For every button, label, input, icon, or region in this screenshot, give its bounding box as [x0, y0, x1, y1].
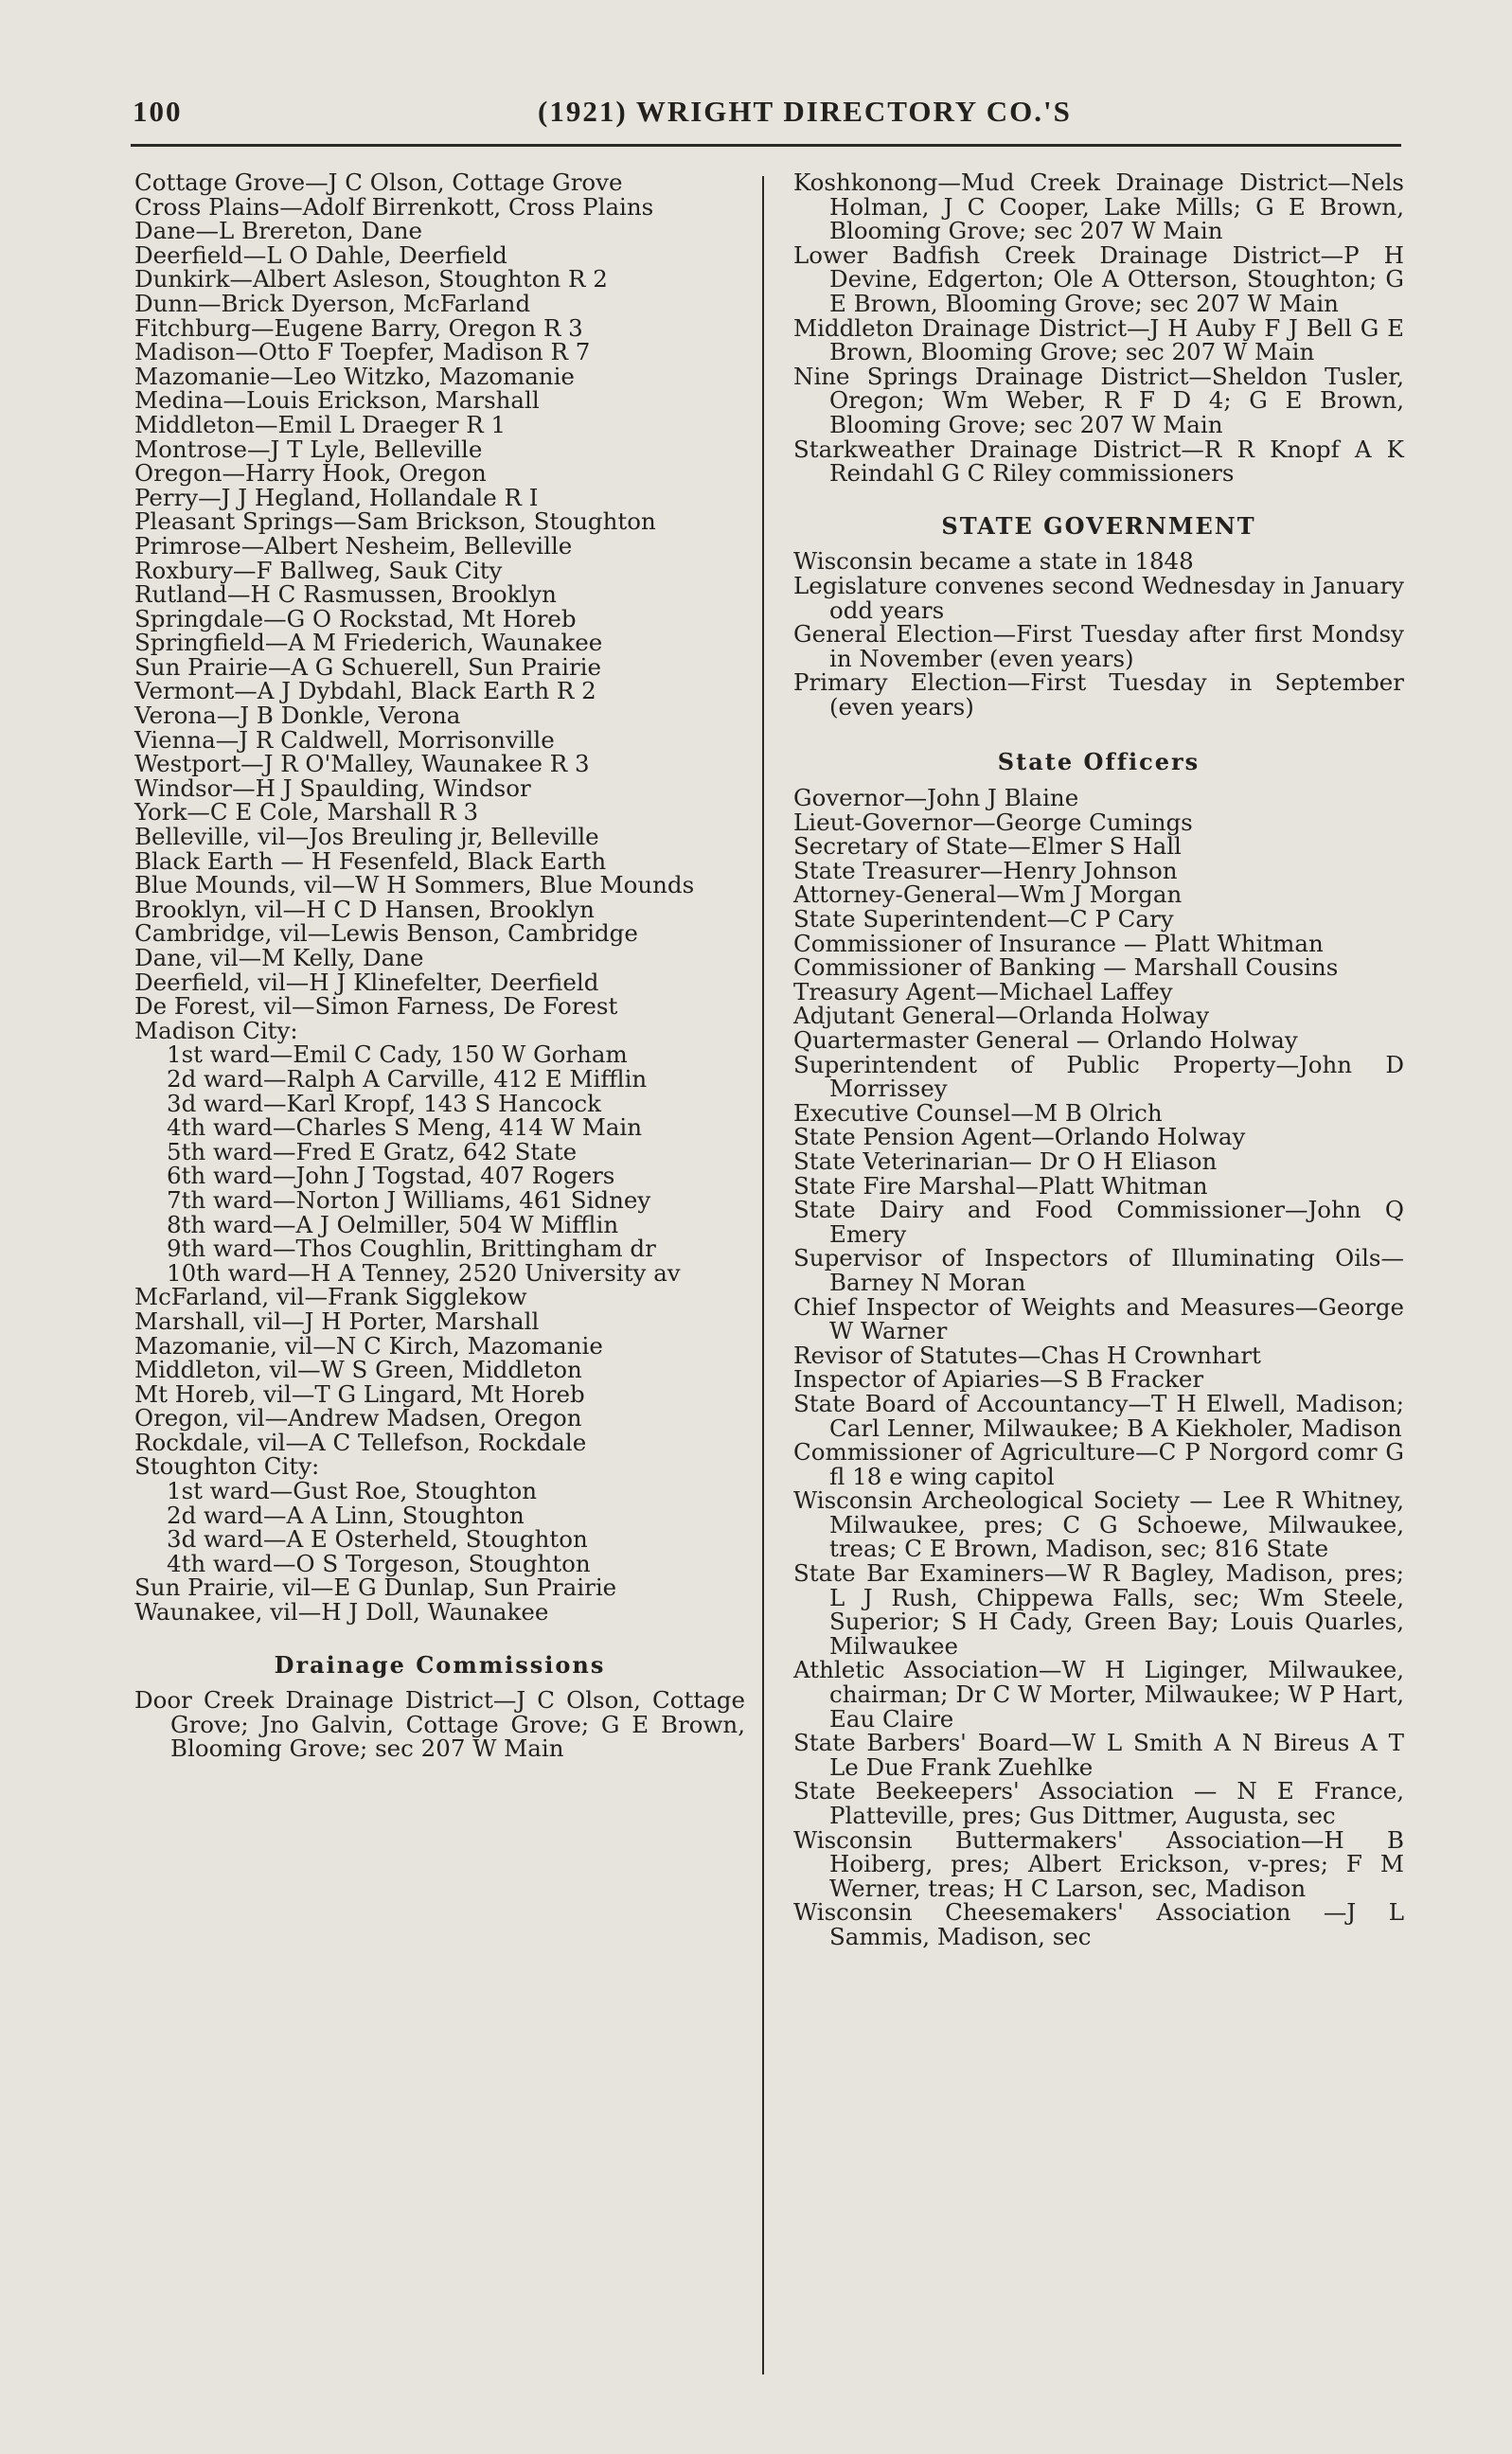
directory-entry: Sun Prairie, vil—E G Dunlap, Sun Prairie [134, 1574, 617, 1602]
ward-entry: 3d ward—Karl Kropf, 143 S Hancock [167, 1089, 601, 1117]
directory-entry: York—C E Cole, Marshall R 3 [134, 798, 479, 827]
directory-entry: McFarland, vil—Frank Sigglekow [134, 1283, 527, 1311]
ward-entry: 9th ward—Thos Coughlin, Brittingham dr [167, 1235, 656, 1263]
officer-entry: Supervisor of Inspectors of Illuminating Oils—Barney N Moran [793, 1244, 1404, 1296]
officer-entry: State Board of Accountancy—T H Elwell, Madison; Carl Lenner, Milwaukee; B A Kiekholer, Madison [793, 1389, 1404, 1442]
directory-entry: Middleton—Emil L Draeger R 1 [134, 410, 507, 438]
directory-entry: Vienna—J R Caldwell, Morrisonville [134, 725, 555, 754]
ward-entry: 7th ward—Norton J Williams, 461 Sidney [167, 1185, 651, 1214]
directory-entry: Cottage Grove—J C Olson, Cottage Grove [134, 169, 623, 196]
officer-entry: Secretary of State—Elmer S Hall [793, 832, 1182, 861]
directory-entry: Sun Prairie—A G Schuerell, Sun Prairie [134, 652, 601, 681]
directory-entry: Belleville, vil—Jos Breuling jr, Belleville [134, 823, 599, 851]
page-header [133, 95, 1401, 140]
officer-entry: Commissioner of Insurance — Platt Whitman [793, 929, 1324, 957]
ward-entry: 5th ward—Fred E Gratz, 642 State [167, 1137, 578, 1165]
officer-entry: Wisconsin Buttermakers' Association—H B Hoiberg, pres; Albert Erickson, v-pres; F M Werner, treas; H C Larson, sec, Madison [793, 1825, 1404, 1902]
right-column [793, 170, 1404, 1949]
ward-entry: 2d ward—A A Linn, Stoughton [167, 1501, 525, 1529]
ward-entry: 6th ward—John J Togstad, 407 Rogers [167, 1162, 615, 1190]
page-number: 100 [133, 95, 183, 128]
directory-entry: Dunn—Brick Dyerson, McFarland [134, 289, 531, 317]
directory-entry: Springfield—A M Friederich, Waunakee [134, 629, 603, 657]
directory-entry: Roxbury—F Ballweg, Sauk City [134, 556, 503, 584]
directory-entry: Blue Mounds, vil—W H Sommers, Blue Mounds [134, 871, 695, 899]
directory-entry: Cambridge, vil—Lewis Benson, Cambridge [134, 919, 638, 948]
directory-entry: Springdale—G O Rockstad, Mt Horeb [134, 604, 577, 632]
officer-entry: Commissioner of Agriculture—C P Norgord comr G fl 18 e wing capitol [793, 1438, 1404, 1490]
running-title: (1921) WRIGHT DIRECTORY CO.'S [538, 95, 1072, 128]
header-rule [131, 144, 1401, 147]
directory-entry: Madison—Otto F Toepfer, Madison R 7 [134, 338, 591, 366]
directory-entry: Westport—J R O'Malley, Waunakee R 3 [134, 750, 590, 778]
officer-entry: State Bar Examiners—W R Bagley, Madison, pres; L J Rush, Chippewa Falls, sec; Wm Steele, Superior; S H Cady, Green Bay; Louis Quarles, Milwaukee [793, 1559, 1404, 1660]
officer-entry: Inspector of Apiaries—S B Fracker [793, 1365, 1204, 1394]
ward-entry: 3d ward—A E Osterheld, Stoughton [167, 1525, 588, 1554]
officer-entry: State Dairy and Food Commissioner—John Q Emery [793, 1196, 1404, 1248]
directory-entry: Mt Horeb, vil—T G Lingard, Mt Horeb [134, 1379, 585, 1408]
directory-entry: Rutland—H C Rasmussen, Brooklyn [134, 580, 557, 609]
directory-entry: Mazomanie, vil—N C Kirch, Mazomanie [134, 1331, 603, 1360]
officer-entry: Lieut-Governor—George Cumings [793, 808, 1193, 836]
officer-entry: Governor—John J Blaine [793, 784, 1079, 812]
directory-entry: Deerfield, vil—H J Klinefelter, Deerfield [134, 968, 599, 996]
state-fact: Legislature convenes second Wednesday in January odd years [793, 571, 1404, 624]
ward-entry: 10th ward—H A Tenney, 2520 University av [167, 1258, 681, 1287]
directory-entry: Fitchburg—Eugene Barry, Oregon R 3 [134, 313, 583, 342]
officer-entry: State Pension Agent—Orlando Holway [793, 1123, 1246, 1151]
ward-entry: 1st ward—Gust Roe, Stoughton [167, 1477, 538, 1505]
directory-entry: Oregon—Harry Hook, Oregon [134, 459, 487, 488]
officer-entry: Athletic Association—W H Liginger, Milwaukee, chairman; Dr C W Morter, Milwaukee; W P Hart, Eau Claire [793, 1656, 1405, 1733]
officer-entry: State Veterinarian— Dr O H Eliason [793, 1147, 1218, 1175]
directory-entry: Pleasant Springs—Sam Brickson, Stoughton [134, 507, 656, 536]
drainage-entry: Door Creek Drainage District—J C Olson, Cottage Grove; Jno Galvin, Cottage Grove; G E Brown, Blooming Grove; sec 207 W Main [134, 1686, 745, 1763]
stoughton-city-label: Stoughton City: [134, 1452, 320, 1481]
state-fact: Primary Election—First Tuesday in September (even years) [793, 668, 1404, 720]
officer-entry: State Fire Marshal—Platt Whitman [793, 1171, 1208, 1200]
directory-entry: Waunakee, vil—H J Doll, Waunakee [134, 1598, 549, 1627]
left-column [134, 170, 745, 1761]
directory-entry: Vermont—A J Dybdahl, Black Earth R 2 [134, 677, 596, 705]
drainage-entry: Middleton Drainage District—J H Auby F J Bell G E Brown, Blooming Grove; sec 207 W Main [793, 313, 1404, 366]
state-fact: General Election—First Tuesday after first Mondsy in November (even years) [793, 620, 1404, 672]
madison-city-label: Madison City: [134, 1016, 298, 1044]
directory-entry: Black Earth — H Fesenfeld, Black Earth [134, 846, 607, 875]
directory-entry: Verona—J B Donkle, Verona [134, 702, 461, 730]
ward-entry: 4th ward—Charles S Meng, 414 W Main [167, 1113, 643, 1142]
drainage-entry: Starkweather Drainage District—R R Knopf A K Reindahl G C Riley commissioners [793, 435, 1404, 488]
state-officers-heading: State Officers [997, 748, 1201, 776]
directory-entry: Dane—L Brereton, Dane [134, 217, 422, 245]
directory-entry: Deerfield—L O Dahle, Deerfield [134, 240, 507, 269]
officer-entry: Superintendent of Public Property—John D Morrissey [793, 1050, 1404, 1103]
directory-entry: Perry—J J Hegland, Hollandale R I [134, 483, 539, 511]
officer-entry: Adjutant General—Orlanda Holway [793, 1002, 1210, 1030]
directory-entry: Windsor—H J Spaulding, Windsor [134, 774, 531, 802]
column-divider [762, 176, 764, 2374]
directory-entry: Marshall, vil—J H Porter, Marshall [134, 1307, 540, 1335]
drainage-entry: Lower Badfish Creek Drainage District—P H Devine, Edgerton; Ole A Otterson, Stoughton; G E Brown, Blooming Grove; sec 207 W Main [793, 240, 1404, 317]
officer-entry: Commissioner of Banking — Marshall Cousins [793, 953, 1339, 982]
officer-entry: State Beekeepers' Association — N E France, Platteville, pres; Gus Dittmer, Augusta, sec [793, 1777, 1404, 1829]
directory-entry: Mazomanie—Leo Witzko, Mazomanie [134, 362, 575, 390]
directory-entry: Oregon, vil—Andrew Madsen, Oregon [134, 1404, 582, 1432]
officer-entry: Treasury Agent—Michael Laffey [793, 977, 1173, 1005]
directory-entry: Montrose—J T Lyle, Belleville [134, 435, 483, 463]
officer-entry: Wisconsin Archeological Society — Lee R Whitney, Milwaukee, pres; C G Schoewe, Milwaukee, treas; C E Brown, Madison, sec; 816 State [793, 1486, 1404, 1563]
officer-entry: Chief Inspector of Weights and Measures—George W Warner [793, 1292, 1404, 1345]
directory-entry: Cross Plains—Adolf Birrenkott, Cross Plains [134, 192, 654, 221]
officer-entry: Quartermaster General — Orlando Holway [793, 1026, 1298, 1054]
directory-entry: Middleton, vil—W S Green, Middleton [134, 1356, 582, 1384]
drainage-commissions-heading: Drainage Commissions [274, 1650, 606, 1679]
directory-entry: Primrose—Albert Nesheim, Belleville [134, 531, 573, 560]
directory-entry: De Forest, vil—Simon Farness, De Forest [134, 992, 618, 1021]
officer-entry: State Treasurer—Henry Johnson [793, 856, 1178, 884]
ward-entry: 1st ward—Emil C Cady, 150 W Gorham [167, 1040, 628, 1069]
directory-entry: Dane, vil—M Kelly, Dane [134, 944, 424, 971]
directory-entry: Brooklyn, vil—H C D Hansen, Brooklyn [134, 895, 595, 923]
state-fact: Wisconsin became a state in 1848 [793, 547, 1194, 576]
ward-entry: 2d ward—Ralph A Carville, 412 E Mifflin [167, 1064, 648, 1093]
ward-entry: 4th ward—O S Torgeson, Stoughton [167, 1549, 591, 1577]
directory-entry: Rockdale, vil—A C Tellefson, Rockdale [134, 1428, 587, 1456]
directory-entry: Medina—Louis Erickson, Marshall [134, 386, 540, 415]
officer-entry: State Barbers' Board—W L Smith A N Bireus A T Le Due Frank Zuehlke [793, 1729, 1404, 1781]
directory-entry: Dunkirk—Albert Asleson, Stoughton R 2 [134, 265, 608, 293]
officer-entry: Revisor of Statutes—Chas H Crownhart [793, 1341, 1261, 1369]
state-government-heading: STATE GOVERNMENT [941, 511, 1256, 540]
officer-entry: Attorney-General—Wm J Morgan [793, 880, 1183, 909]
drainage-entry: Nine Springs Drainage District—Sheldon Tusler, Oregon; Wm Weber, R F D 4; G E Brown, Blooming Grove; sec 207 W Main [793, 362, 1404, 438]
drainage-entry: Koshkonong—Mud Creek Drainage District—Nels Holman, J C Cooper, Lake Mills; G E Brown, Blooming Grove; sec 207 W Main [793, 169, 1404, 245]
officer-entry: Executive Counsel—M B Olrich [793, 1098, 1163, 1127]
officer-entry: State Superintendent—C P Cary [793, 905, 1174, 934]
ward-entry: 8th ward—A J Oelmiller, 504 W Mifflin [167, 1210, 619, 1238]
officer-entry: Wisconsin Cheesemakers' Association —J L Sammis, Madison, sec [793, 1898, 1404, 1950]
